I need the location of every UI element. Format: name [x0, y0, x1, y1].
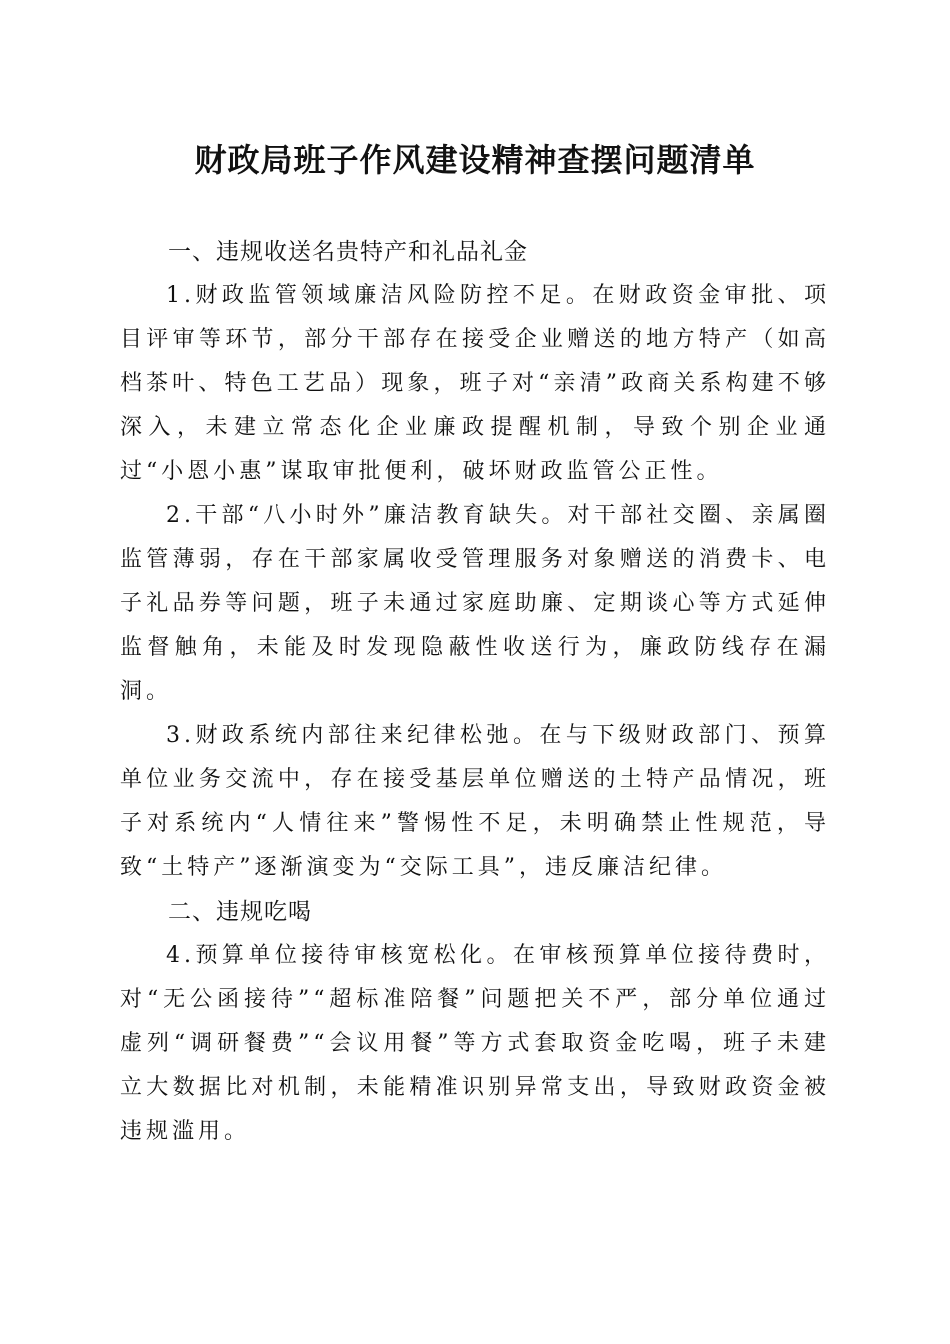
paragraph-item-2: 2.干部“八小时外”廉洁教育缺失。对干部社交圈、亲属圈监管薄弱，存在干部家属收受管理服务对象赠送的消费卡、电子礼品券等问题，班子未通过家庭助廉、定期谈心等方式延伸监督触角，未能及时发现隐蔽性收送行为，廉政防线存在漏洞。: [120, 503, 830, 704]
section-heading-2: 二、违规吃喝: [168, 899, 312, 925]
paragraph-item-4: 4.预算单位接待审核宽松化。在审核预算单位接待费时，对“无公函接待”“超标准陪餐”问题把关不严，部分单位通过虚列“调研餐费”“会议用餐”等方式套取资金吃喝，班子未建立大数据比对机制，未能精准识别异常支出，导致财政资金被违规滥用。: [120, 943, 830, 1144]
section-heading-1: 一、违规收送名贵特产和礼品礼金: [168, 239, 528, 265]
document-title: 财政局班子作风建设精神查摆问题清单: [194, 141, 756, 179]
paragraph-item-1: 1.财政监管领域廉洁风险防控不足。在财政资金审批、项目评审等环节，部分干部存在接受企业赠送的地方特产（如高档茶叶、特色工艺品）现象，班子对“亲清”政商关系构建不够深入，未建立常态化企业廉政提醒机制，导致个别企业通过“小恩小惠”谋取审批便利，破坏财政监管公正性。: [120, 283, 830, 484]
paragraph-item-3: 3.财政系统内部往来纪律松弛。在与下级财政部门、预算单位业务交流中，存在接受基层单位赠送的土特产品情况，班子对系统内“人情往来”警惕性不足，未明确禁止性规范，导致“土特产”逐渐演变为“交际工具”，违反廉洁纪律。: [120, 723, 830, 880]
document-body: [120, 230, 830, 1154]
